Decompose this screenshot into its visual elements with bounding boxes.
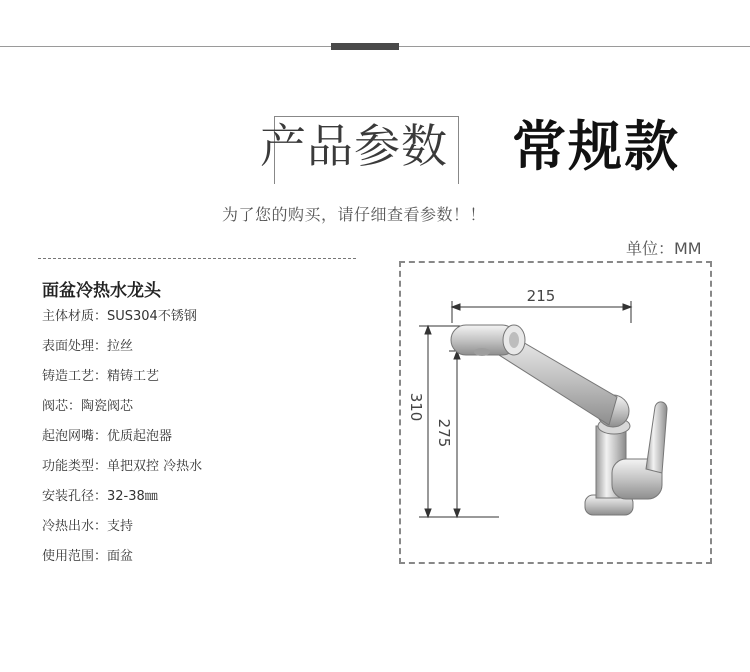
width-label: 215 bbox=[526, 287, 556, 305]
title-frame-top bbox=[274, 116, 458, 117]
spec-row-material: 主体材质：SUS304不锈钢 bbox=[42, 309, 197, 324]
spec-row-finish: 表面处理：拉丝 bbox=[42, 339, 134, 354]
spec-row-valve: 阀芯：陶瓷阀芯 bbox=[42, 399, 134, 414]
subtitle: 为了您的购买，请仔细查看参数！！ bbox=[222, 205, 487, 224]
top-accent-bar bbox=[331, 43, 399, 50]
spec-title: 面盆冷热水龙头 bbox=[42, 281, 161, 301]
faucet-illustration bbox=[451, 325, 667, 515]
section-divider bbox=[38, 258, 356, 259]
spec-row-usage: 使用范围：面盆 bbox=[42, 549, 134, 564]
spec-row-hot-cold: 冷热出水：支持 bbox=[42, 519, 134, 534]
spec-row-hole-size: 安装孔径：32-38㎜ bbox=[42, 489, 158, 504]
spec-row-aerator: 起泡网嘴：优质起泡器 bbox=[42, 429, 173, 444]
total-height-label: 310 bbox=[407, 392, 425, 422]
spout-height-label: 275 bbox=[435, 418, 453, 448]
unit-label: 单位：MM bbox=[626, 239, 702, 258]
page-title: 产品参数 bbox=[260, 119, 448, 173]
spec-list bbox=[42, 308, 202, 578]
model-badge: 常规款 bbox=[512, 115, 680, 178]
spec-row-function: 功能类型：单把双控 冷热水 bbox=[42, 459, 203, 474]
spec-row-casting: 铸造工艺：精铸工艺 bbox=[42, 369, 160, 384]
dimension-diagram bbox=[399, 261, 712, 564]
